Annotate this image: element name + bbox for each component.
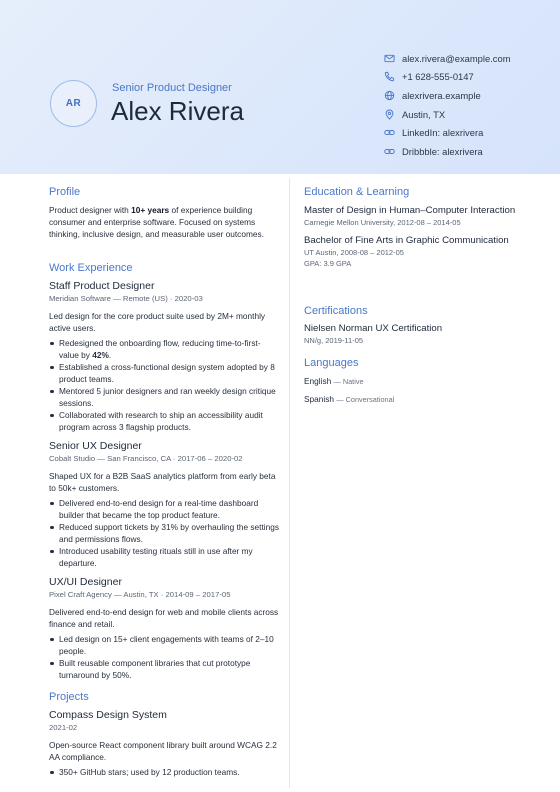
education-entry [304, 235, 529, 269]
contact-text: alexrivera.example [402, 89, 481, 101]
contact-text: +1 628-555-0147 [402, 71, 474, 83]
experience-section [49, 262, 279, 778]
language-item: English — Native [304, 376, 364, 386]
job-title: Senior UX Designer [49, 440, 142, 452]
project-name: Compass Design System [49, 709, 167, 721]
person-name: Alex Rivera [111, 96, 244, 126]
certifications-section [304, 305, 529, 346]
education-entry [304, 205, 529, 228]
resume-header [0, 0, 560, 174]
contact-location [384, 105, 511, 124]
project-summary: Open-source React component library built around WCAG 2.2 AA compliance. [49, 740, 277, 762]
project-date: 2021-02 [49, 723, 78, 732]
degree-title: Bachelor of Fine Arts in Graphic Communication [304, 235, 509, 246]
degree-meta: UT Austin, 2008-08 – 2012-05 [304, 248, 404, 257]
list-item: Collaborated with research to ship an accessibility audit program across 3 flagship products. [49, 409, 279, 433]
globe-icon [384, 90, 395, 101]
list-item: 350+ GitHub stars; used by 12 production teams. [49, 766, 279, 778]
job-meta: Meridian Software — Remote (US) · 2020-03 [49, 294, 203, 303]
mail-icon [384, 53, 395, 64]
contact-email[interactable] [384, 49, 511, 68]
job-entry [49, 440, 279, 569]
avatar: AR [50, 80, 97, 127]
column-divider [289, 178, 290, 788]
section-title: Certifications [304, 305, 368, 317]
contact-website[interactable] [384, 86, 511, 105]
certification-meta: NN/g, 2019-11-05 [304, 336, 364, 345]
language-item: Spanish — Conversational [304, 393, 395, 404]
projects-section [49, 691, 279, 778]
section-title: Projects [49, 691, 89, 703]
job-bullets [49, 633, 279, 681]
education-section [304, 186, 529, 269]
languages-section [304, 357, 529, 408]
section-title: Work Experience [49, 262, 133, 274]
contact-text: LinkedIn: alexrivera [402, 127, 484, 139]
degree-meta: Carnegie Mellon University, 2012-08 – 2014-05 [304, 218, 461, 227]
list-item: Reduced support tickets by 31% by overhauling the settings and permissions flows. [49, 521, 279, 545]
location-pin-icon [384, 109, 395, 120]
section-title: Languages [304, 357, 359, 369]
job-meta: Pixel Craft Agency — Austin, TX · 2014-09 – 2017-05 [49, 590, 231, 599]
section-title: Profile [49, 186, 81, 198]
profile-text: Product designer with 10+ years of experience building consumer and enterprise software. Focused on systems thinking, inclusive design, and measurable user outcomes. [49, 205, 264, 239]
contact-text: Dribbble: alexrivera [402, 145, 483, 157]
project-bullets [49, 766, 279, 778]
list-item: Established a cross-functional design system adopted by 8 product teams. [49, 361, 279, 385]
job-summary: Led design for the core product suite used by 2M+ monthly active users. [49, 311, 266, 333]
contact-linkedin[interactable] [384, 123, 511, 142]
link-icon [384, 127, 395, 138]
list-item: Delivered end-to-end design for a real-time dashboard builder that became the top product feature. [49, 497, 279, 521]
contact-text: alex.rivera@example.com [402, 52, 511, 64]
degree-gpa: GPA: 3.9 GPA [304, 259, 352, 268]
phone-icon [384, 71, 395, 82]
list-item: Built reusable component libraries that cut prototype turnaround by 50%. [49, 657, 279, 681]
job-bullets [49, 337, 279, 433]
list-item: Redesigned the onboarding flow, reducing time-to-first-value by 42%. [49, 337, 279, 361]
job-summary: Shaped UX for a B2B SaaS analytics platform from early beta to 50k+ customers. [49, 471, 276, 493]
job-summary: Delivered end-to-end design for web and mobile clients across finance and retail. [49, 607, 279, 629]
job-entry [49, 576, 279, 681]
contact-text: Austin, TX [402, 108, 446, 120]
contact-phone[interactable] [384, 68, 511, 87]
job-title: UX/UI Designer [49, 576, 122, 588]
certification-name: Nielsen Norman UX Certification [304, 323, 443, 334]
job-role: Senior Product Designer [112, 82, 232, 94]
job-title: Staff Product Designer [49, 280, 155, 292]
list-item: Led design on 15+ client engagements with teams of 2–10 people. [49, 633, 279, 657]
contact-dribbble[interactable] [384, 142, 511, 161]
profile-section [49, 186, 279, 240]
section-title: Education & Learning [304, 186, 410, 198]
list-item: Mentored 5 junior designers and ran weekly design critique sessions. [49, 385, 279, 409]
job-bullets [49, 497, 279, 569]
link-icon [384, 146, 395, 157]
degree-title: Master of Design in Human–Computer Interaction [304, 205, 516, 216]
list-item: Introduced usability testing rituals still in use after my departure. [49, 545, 279, 569]
job-entry [49, 280, 279, 433]
contact-list [384, 49, 511, 161]
job-meta: Cobalt Studio — San Francisco, CA · 2017-06 – 2020-02 [49, 454, 243, 463]
